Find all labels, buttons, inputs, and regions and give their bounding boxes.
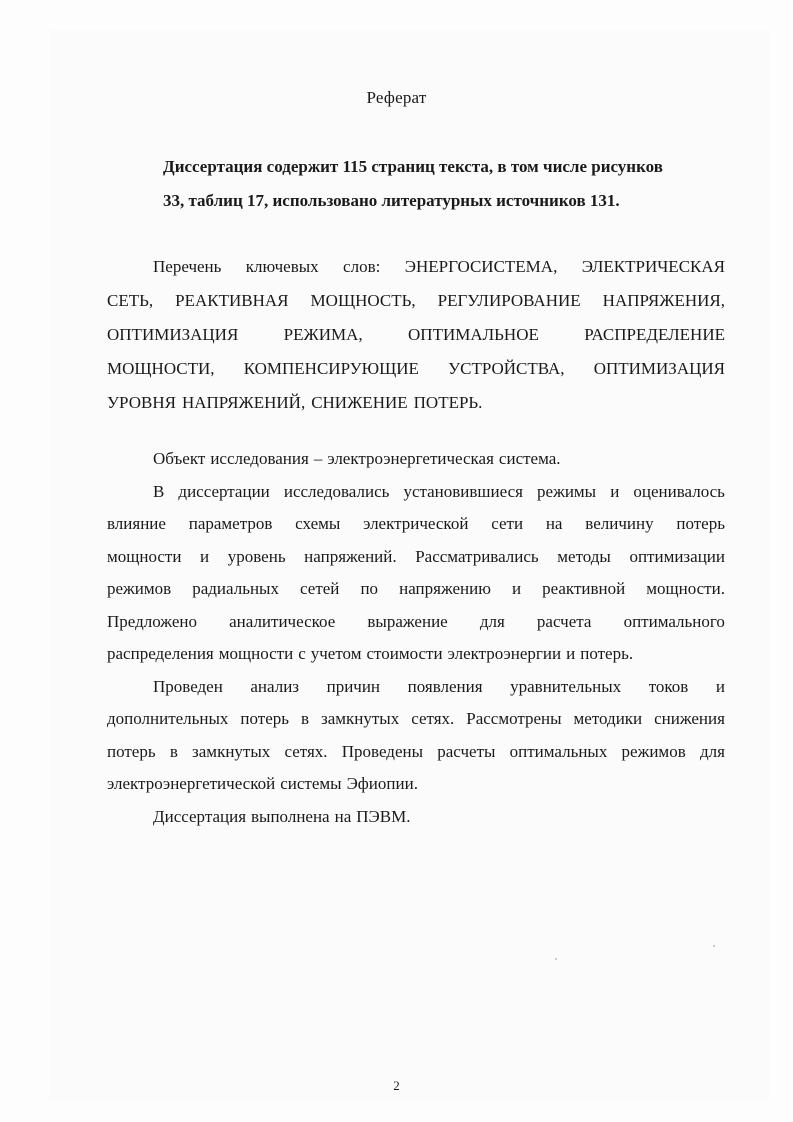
word: установившиеся (403, 481, 523, 501)
keywords-line (107, 250, 725, 284)
word: токов (648, 676, 689, 696)
word: РЕАКТИВНАЯ (175, 291, 289, 310)
word: расчета (536, 611, 592, 631)
paragraph-line (107, 768, 725, 801)
word: распределения (107, 644, 214, 663)
word: замкнутых (320, 709, 400, 728)
word: методы (557, 546, 611, 566)
word: оптимальных (509, 741, 608, 761)
word: ОПТИМИЗАЦИЯ (107, 325, 239, 344)
word: мощности (107, 546, 182, 566)
abstract-body (107, 443, 725, 833)
word: причин (326, 676, 381, 696)
word: напряжений. (304, 546, 397, 566)
word: Диссертация (153, 806, 247, 826)
word: НАПРЯЖЕНИЙ, (181, 393, 306, 412)
word: замкнутых (192, 741, 271, 761)
word: реактивной (542, 579, 626, 598)
word: расчеты (437, 741, 496, 761)
word: ЭЛЕКТРИЧЕСКАЯ (581, 257, 725, 276)
word: по (360, 579, 379, 598)
summary-block (163, 150, 733, 218)
word: электрической (363, 514, 469, 533)
word: дополнительных (107, 709, 229, 728)
word: ключевых (245, 257, 319, 276)
word: влияние (107, 514, 166, 533)
word: параметров (188, 514, 273, 533)
page-number: 2 (393, 1078, 400, 1093)
paragraph-line (107, 606, 725, 639)
word: В (153, 481, 165, 501)
keywords-line (107, 386, 725, 420)
summary-line: 33, таблиц 17, использовано литературных источников 131. (163, 191, 620, 210)
word: анализ (250, 676, 300, 696)
word: для (479, 611, 505, 631)
word: НАПРЯЖЕНИЯ, (602, 291, 725, 310)
word: в (300, 709, 310, 728)
paragraph-line (107, 703, 725, 736)
word: КОМПЕНСИРУЮЩИЕ (243, 359, 419, 378)
word: и (511, 579, 522, 598)
word: методики (573, 709, 643, 728)
word: Перечень (153, 257, 222, 276)
word: учетом (310, 644, 362, 663)
word: системы (280, 774, 342, 793)
word: уровень (227, 546, 286, 566)
paragraph-line (107, 476, 725, 509)
word: выражение (367, 611, 448, 631)
word: МОЩНОСТЬ, (310, 291, 416, 310)
word: сетей (300, 579, 340, 598)
word: мощности (218, 644, 294, 663)
word: в (169, 741, 178, 761)
word: сети (491, 514, 524, 533)
keywords-line (107, 318, 725, 352)
word: радиальных (192, 579, 279, 598)
word: – (313, 449, 323, 468)
word: величину (585, 514, 654, 533)
word: снижения (654, 709, 725, 728)
word: Эфиопии. (346, 774, 418, 793)
page-title: Реферат (366, 88, 427, 107)
word: и (715, 676, 725, 696)
word: на (545, 514, 563, 533)
paragraph-line (107, 736, 725, 769)
word: для (699, 741, 725, 761)
word: РЕГУЛИРОВАНИЕ (437, 291, 581, 310)
word: напряжению (399, 579, 491, 598)
word: с (298, 644, 306, 663)
word: УРОВНЯ (107, 393, 176, 412)
word: потерь (240, 709, 290, 728)
word: Проведен (153, 676, 223, 696)
word: РАСПРЕДЕЛЕНИЕ (584, 325, 725, 344)
paragraph-line (107, 508, 725, 541)
summary-line: Диссертация содержит 115 страниц текста, в том числе рисунков (163, 157, 663, 176)
paragraph-line (107, 801, 725, 834)
paragraph-line (107, 443, 725, 476)
keywords-line (107, 352, 725, 386)
word: ОПТИМАЛЬНОЕ (408, 325, 539, 344)
word: сетях. (284, 741, 328, 761)
word: режимы (537, 481, 597, 501)
word: стоимости (366, 644, 443, 663)
word: Рассмотрены (466, 709, 562, 728)
word: аналитическое (229, 611, 336, 631)
word: режимов (107, 579, 172, 598)
word: оптимизации (629, 546, 725, 566)
word: электроэнергии (447, 644, 562, 663)
word: схемы (295, 514, 341, 533)
word: потерь. (580, 644, 634, 663)
paragraph-line (107, 541, 725, 574)
word: Предложено (107, 611, 197, 631)
word: Объект (153, 449, 206, 468)
word: и (566, 644, 576, 663)
word: система. (498, 449, 561, 468)
word: оценивалось (633, 481, 725, 501)
word: РЕЖИМА, (283, 325, 363, 344)
word: диссертации (178, 481, 270, 501)
paragraph-line (107, 638, 725, 671)
word: Рассматривались (415, 546, 539, 566)
word: исследования (210, 449, 309, 468)
word: режимов (621, 741, 686, 761)
word: потерь (107, 741, 156, 761)
paragraph-line (107, 671, 725, 704)
word: появления (407, 676, 483, 696)
scan-speck (713, 945, 715, 947)
word: исследовались (283, 481, 390, 501)
word: СЕТЬ, (107, 291, 154, 310)
word: ПЭВМ. (356, 806, 411, 826)
word: слов: (343, 257, 381, 276)
word: Проведены (341, 741, 424, 761)
word: ОПТИМИЗАЦИЯ (593, 359, 725, 378)
word: ПОТЕРЬ. (413, 393, 483, 412)
word: оптимального (623, 611, 725, 631)
word: МОЩНОСТИ, (107, 359, 215, 378)
scan-speck (555, 958, 557, 960)
word: мощности. (646, 579, 725, 598)
word: УСТРОЙСТВА, (448, 359, 565, 378)
word: и (610, 481, 620, 501)
word: уравнительных (510, 676, 622, 696)
word: электроэнергетическая (327, 449, 494, 468)
word: на (334, 806, 352, 826)
word: СНИЖЕНИЕ (311, 393, 408, 412)
paragraph-line (107, 573, 725, 606)
keywords-block (107, 250, 725, 420)
word: электроэнергетической (107, 774, 276, 793)
word: ЭНЕРГОСИСТЕМА, (404, 257, 558, 276)
keywords-line (107, 284, 725, 318)
word: и (200, 546, 210, 566)
word: выполнена (251, 806, 330, 826)
word: сетях. (411, 709, 455, 728)
word: потерь (676, 514, 725, 533)
